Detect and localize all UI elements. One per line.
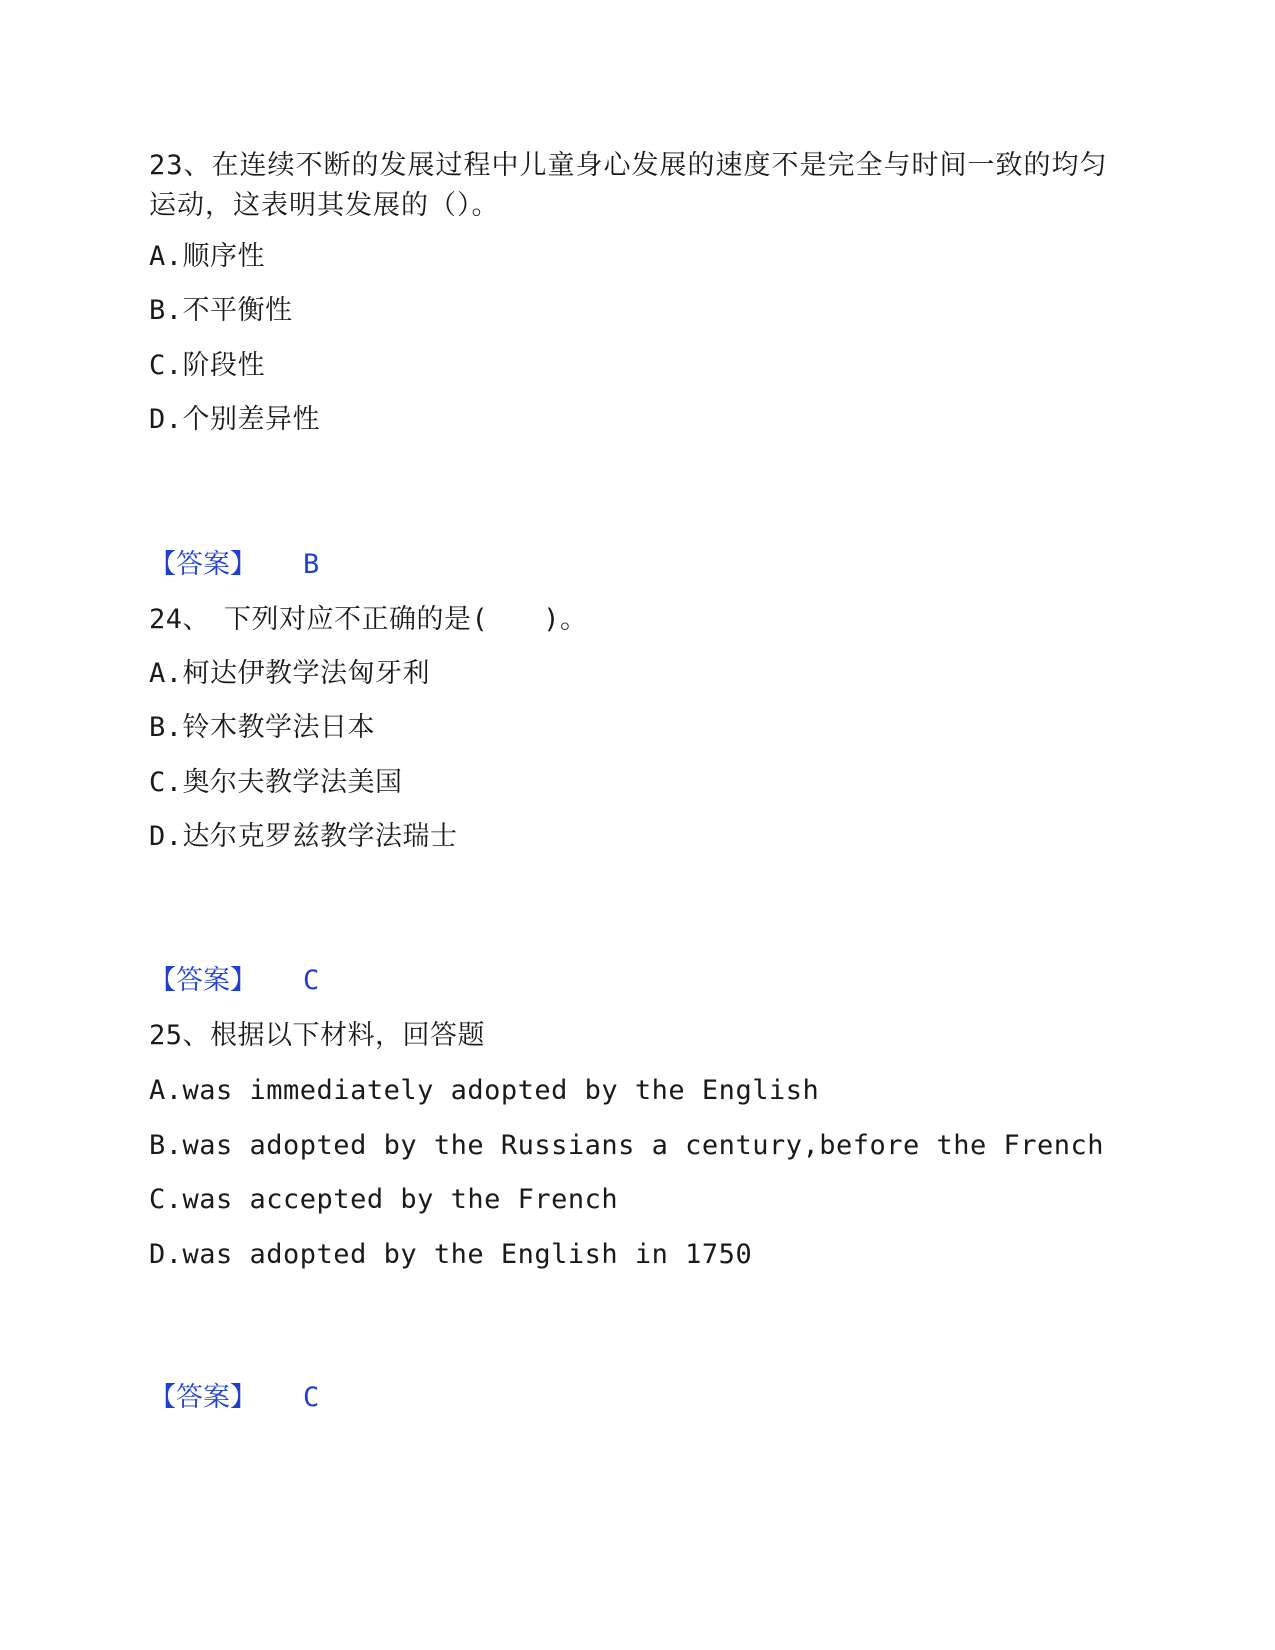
answer-label: 【答案】 [149, 549, 257, 580]
question-23-stem: 23、在连续不断的发展过程中儿童身心发展的速度不是完全与时间一致的均匀运动，这表明其发展的（）。 [149, 150, 1108, 221]
question-25-option-c: C.was accepted by the French [149, 1184, 619, 1215]
question-23-answer [149, 545, 319, 585]
answer-value: B [303, 549, 320, 580]
question-25-option-a: A.was immediately adopted by the English [149, 1075, 820, 1106]
answer-label: 【答案】 [149, 1382, 257, 1413]
question-25-stem: 25、根据以下材料，回答题 [149, 1020, 486, 1051]
question-24-answer [149, 961, 319, 1001]
question-23-option-b: B.不平衡性 [149, 295, 293, 326]
question-23-option-a: A.顺序性 [149, 241, 266, 272]
answer-value: C [303, 965, 320, 996]
question-25-option-d: D.was adopted by the English in 1750 [149, 1239, 753, 1270]
question-25-option-b: B.was adopted by the Russians a century,before the French [149, 1130, 1105, 1161]
question-24-option-b: B.铃木教学法日本 [149, 712, 376, 743]
question-24-stem: 24、 下列对应不正确的是( )。 [149, 604, 588, 635]
question-24-option-a: A.柯达伊教学法匈牙利 [149, 658, 431, 689]
answer-label: 【答案】 [149, 965, 257, 996]
question-23-option-c: C.阶段性 [149, 350, 266, 381]
question-24-option-c: C.奥尔夫教学法美国 [149, 767, 403, 798]
answer-value: C [303, 1382, 320, 1413]
question-25-answer [149, 1378, 319, 1418]
question-23-option-d: D.个别差异性 [149, 404, 321, 435]
question-24-option-d: D.达尔克罗兹教学法瑞士 [149, 821, 458, 852]
